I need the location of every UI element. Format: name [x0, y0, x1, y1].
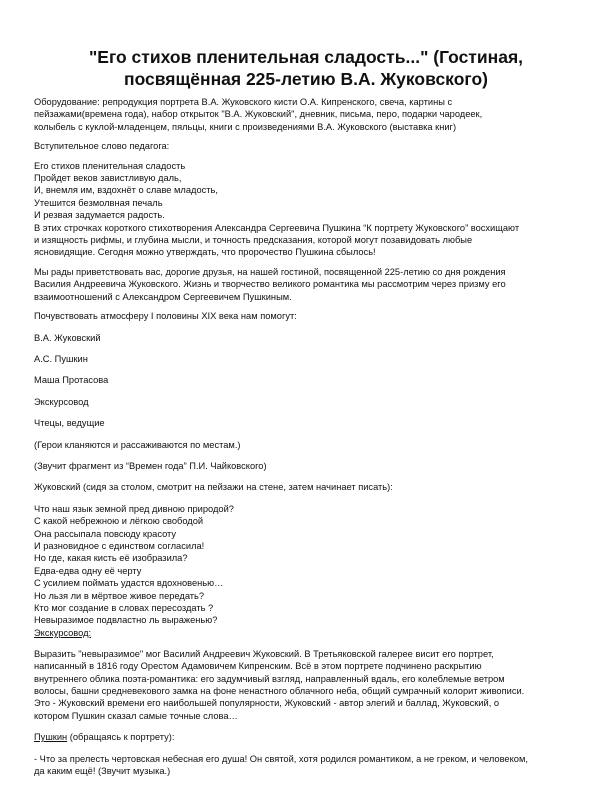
pushkin-paragraph — [34, 753, 582, 778]
poem-line: С усилием поймать удастся вдохновенью… — [34, 578, 224, 589]
title-line: "Его стихов пленительная сладость..." (Гостиная, — [88, 47, 524, 67]
poem-line: Его стихов пленительная сладость — [34, 160, 186, 171]
stage-direction: (Герои кланяются и рассаживаются по местам.) — [34, 439, 241, 450]
character-item: Маша Протасова — [34, 375, 109, 386]
poem-line: Но где, какая кисть её изобразила? — [34, 553, 188, 564]
text-line: ясновидящие. Сегодня можно утверждать, что пророчество Пушкина сбылось! — [34, 247, 376, 258]
atmosphere-line: Почувствовать атмосферу I половины XIX века нам помогут: — [34, 311, 297, 322]
poem-line: Пройдет веков завистливую даль, — [34, 173, 182, 184]
equipment-paragraph — [34, 96, 582, 133]
text-line: и изящность рифмы, и глубина мысли, и точность предсказания, которой могут позавидовать любые — [34, 235, 473, 246]
poem-line: Невыразимое подвластно ль выраженью? — [34, 615, 218, 626]
text-line: взаимоотношений с Александром Сергеевичем Пушкиным. — [34, 291, 292, 302]
poem-line: Кто мог создание в словах пересоздать ? — [34, 603, 214, 613]
text-line: пейзажами(времена года), набор открыток "В.А. Жуковский", дневник, письма, перо, подарки чародеек, — [34, 109, 483, 120]
text-line: - Что за прелесть чертовская небесная его душа! Он святой, хотя родился романтиком, а не греком, и человеком, — [34, 753, 528, 764]
character-item: А.С. Пушкин — [34, 353, 88, 364]
stage-direction: Жуковский (сидя за столом, смотрит на пейзажи на стене, затем начинает писать): — [34, 482, 393, 493]
title-line: посвящённая 225-летию В.А. Жуковского) — [124, 69, 488, 89]
text-line: Это - Жуковский времени его наибольшей популярности, Жуковский - автор элегий и баллад, Жуковский, о — [34, 698, 500, 709]
text-line: Выразить "невыразимое" мог Василий Андреевич Жуковский. В Третьяковской галерее висит его портрет, — [34, 648, 494, 659]
pushkin-line — [34, 731, 582, 743]
poem-line: Но льзя ли в мёртвое живое передать? — [34, 590, 205, 601]
poem-line: Что наш язык земной пред дивною природой? — [34, 503, 234, 514]
poem-line: И резвая задумается радость. — [34, 210, 165, 221]
pushkin-label: Пушкин — [34, 732, 68, 743]
text-line: волосы, башни средневекового замка на фоне ненастного облачного неба, общий сумрачный колорит живописи. — [34, 685, 525, 696]
text-line: внутреннего облика поэта-романтика: его задумчивый взгляд, направленный вдаль, его колеблемые ветром — [34, 673, 505, 684]
document-body — [34, 96, 582, 777]
poem-line: Она рассыпала повсюду красоту — [34, 528, 177, 539]
text-line: да каким ещё! (Звучит музыка.) — [34, 765, 171, 776]
poem-line: Утешится безмолвная печаль — [34, 197, 163, 208]
guide-label: Экскурсовод: — [34, 627, 92, 638]
text-line: В этих строчках короткого стихотворения Александра Сергеевича Пушкина “К портрету Жуковского” восхищают — [34, 222, 520, 233]
text-line: колыбель с куклой-младенцем, пяльцы, книги с произведениями В.А. Жуковского (выставка книг) — [34, 121, 457, 132]
poem-line: И разновидное с единством согласила! — [34, 540, 205, 551]
text-line: Мы рады приветствовать вас, дорогие друзья, на нашей гостиной, посвященной 225-летию со дня рождения — [34, 266, 506, 277]
poem-line: С какой небрежною и лёгкою свободой — [34, 516, 204, 527]
page-title — [40, 46, 572, 90]
poem-line: Едва-едва одну её черту — [34, 565, 142, 576]
poem-line: И, внемля им, вздохнёт о славе младость, — [34, 185, 218, 196]
text-line: написанный в 1816 году Орестом Адамовичем Кипренским. Всё в этом портрете подчинено раскрытию — [34, 661, 482, 672]
stage-direction: (Звучит фрагмент из “Времен года” П.И. Чайковского) — [34, 460, 267, 471]
character-item: Чтецы, ведущие — [34, 418, 105, 429]
pushkin-action: (обращаясь к портрету): — [67, 732, 175, 743]
character-item: В.А. Жуковский — [34, 332, 101, 343]
guide-paragraph — [34, 648, 582, 722]
intro-paragraph — [34, 222, 582, 259]
text-line: Оборудование: репродукция портрета В.А. Жуковского кисти О.А. Кипренского, свеча, картины с — [34, 97, 453, 107]
character-item: Экскурсовод — [34, 396, 89, 407]
welcome-paragraph — [34, 266, 582, 303]
intro-poem — [34, 160, 582, 222]
text-line: Василия Андреевича Жуковского. Жизнь и творчество великого романтика мы рассмотрим через призму его — [34, 279, 506, 290]
text-line: котором Пушкин сказал самые точные слова… — [34, 710, 238, 721]
zhukovsky-poem — [34, 503, 582, 627]
intro-heading: Вступительное слово педагога: — [34, 141, 170, 152]
